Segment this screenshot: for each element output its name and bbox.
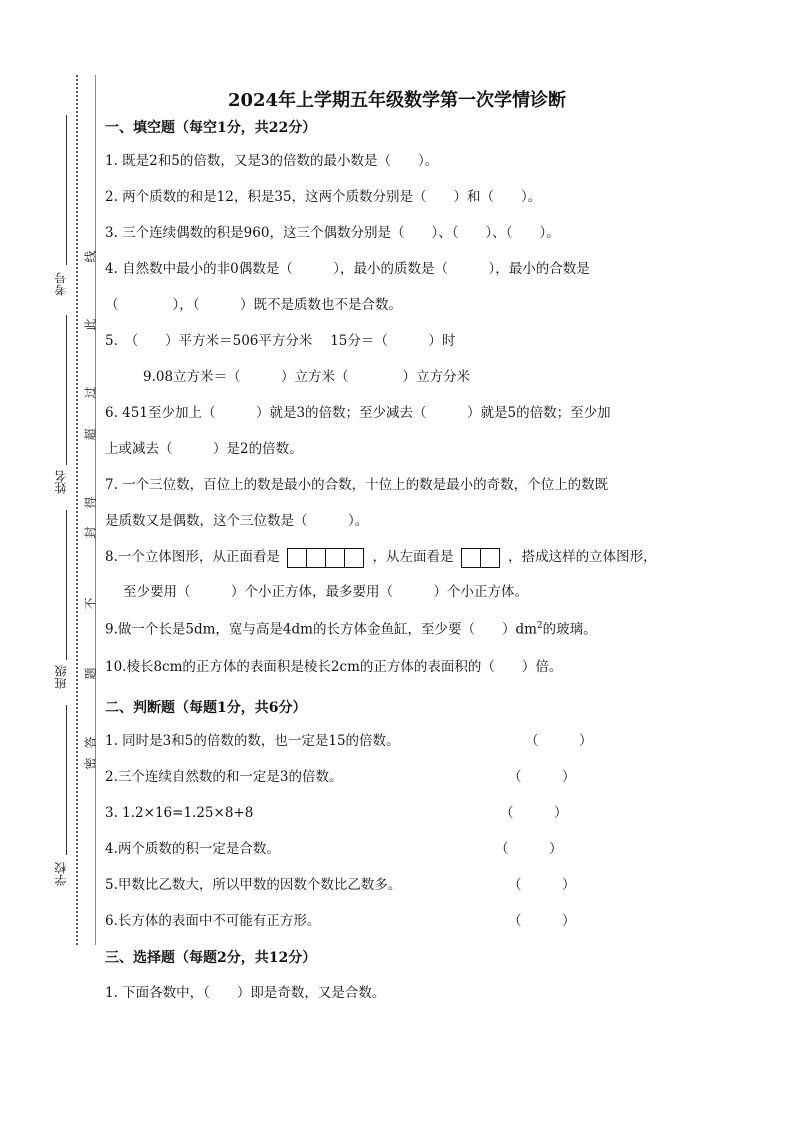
exam-content [105, 116, 717, 1004]
binding-margin [0, 0, 100, 1123]
q8-text: ，从左面看是 [372, 549, 454, 565]
school-fill-line [66, 705, 67, 855]
school-label: 学校 [54, 862, 68, 886]
page-title: 2024年上学期五年级数学第一次学情诊断 [227, 90, 567, 111]
judgement-item [105, 802, 717, 824]
question: 4. 自然数中最小的非0偶数是（ ），最小的质数是（ ），最小的合数是 [105, 261, 590, 277]
question: 2. 两个质数的和是12，积是35，这两个质数分别是（ ）和（ ）。 [105, 189, 542, 205]
seal-char: 不 [83, 597, 98, 610]
cube-square [287, 548, 307, 568]
section1-heading: 一、填空题（每空1分，共22分） [105, 120, 317, 136]
seal-char: 超 [83, 428, 98, 441]
question-cont: 上或减去（ ）是2的倍数。 [105, 441, 303, 457]
question [105, 544, 717, 571]
front-view-figure [288, 545, 364, 571]
judgement-text: 3. 1.2×16=1.25×8+8 [105, 805, 254, 821]
class-label: 班级 [54, 665, 68, 689]
judgement-text: 1. 同时是3和5的倍数的数，也一定是15的倍数。 [105, 733, 400, 749]
judgement-item [105, 730, 717, 752]
q9-text: 的玻璃。 [542, 621, 597, 637]
seal-char: 过 [83, 386, 98, 399]
judgement-text: 4.两个质数的积一定是合数。 [105, 841, 280, 857]
section3-heading: 三、选择题（每题2分，共12分） [105, 950, 317, 966]
answer-paren: （ ） [508, 913, 576, 929]
judgement-item [105, 874, 717, 896]
seal-char: 得 [83, 496, 98, 509]
seal-char: 题 [83, 667, 98, 680]
cube-square [480, 548, 500, 568]
seal-char: 封 [83, 526, 98, 539]
answer-paren: （ ） [495, 841, 563, 857]
question: 1. 下面各数中，（ ）即是奇数，又是合数。 [105, 985, 386, 1001]
cube-square [325, 548, 345, 568]
question: 3. 三个连续偶数的积是960，这三个偶数分别是（ ）、（ ）、（ ）。 [105, 225, 560, 241]
question: 10.棱长8cm的正方体的表面积是棱长2cm的正方体的表面积的（ ）倍。 [105, 659, 563, 675]
q8-text: ，搭成这样的立体图形， [508, 549, 657, 565]
judgement-item [105, 910, 717, 932]
cube-square [344, 548, 364, 568]
margin-border [95, 75, 96, 945]
seal-char: 密 [83, 757, 98, 770]
question-cont: 是质数又是偶数，这个三位数是（ ）。 [105, 513, 369, 529]
question-cont: 至少要用（ ）个小正方体，最多要用（ ）个小正方体。 [123, 583, 528, 600]
q9-superscript: 2 [536, 620, 543, 631]
class-fill-line [66, 510, 67, 660]
q9-text: 9.做一个长是5dm，宽与高是4dm的长方体金鱼缸，至少要（ ）dm [105, 621, 537, 637]
name-fill-line [66, 315, 67, 465]
seal-char: 答 [83, 736, 98, 749]
question: 5. （ ）平方米＝506平方分米 15分＝（ ）时 [105, 333, 456, 349]
exam-number-label: 考号 [54, 272, 68, 296]
answer-paren: （ ） [508, 877, 576, 893]
judgement-text: 2.三个连续自然数的和一定是3的倍数。 [105, 769, 343, 785]
seal-char: 线 [83, 250, 98, 263]
question-cont: 9.08立方米＝（ ）立方米（ ）立方分米 [143, 369, 471, 385]
question: 1. 既是2和5的倍数，又是3的倍数的最小数是（ ）。 [105, 153, 439, 169]
section2-heading: 二、判断题（每题1分，共6分） [105, 700, 307, 716]
answer-paren: （ ） [525, 733, 593, 749]
question-cont: （ ），（ ）既不是质数也不是合数。 [105, 297, 402, 313]
judgement-item [105, 838, 717, 860]
question: 7. 一个三位数，百位上的数是最小的合数，十位上的数是最小的奇数，个位上的数既 [105, 477, 609, 493]
cut-line [76, 75, 78, 945]
q8-text: 8.一个立体图形，从正面看是 [105, 549, 280, 565]
cube-square [461, 548, 481, 568]
judgement-text: 5.甲数比乙数大，所以甲数的因数个数比乙数多。 [105, 877, 402, 893]
answer-paren: （ ） [500, 805, 568, 821]
left-view-figure [462, 545, 500, 571]
judgement-list [105, 730, 717, 932]
exam-number-fill-line [66, 115, 67, 265]
name-label: 姓名 [54, 470, 68, 494]
cube-square [306, 548, 326, 568]
question: 6. 451至少加上（ ）就是3的倍数；至少减去（ ）就是5的倍数；至少加 [105, 405, 611, 421]
seal-char: 此 [83, 318, 98, 331]
judgement-item [105, 766, 717, 788]
question [105, 615, 717, 641]
judgement-text: 6.长方体的表面中不可能有正方形。 [105, 913, 321, 929]
answer-paren: （ ） [508, 769, 576, 785]
